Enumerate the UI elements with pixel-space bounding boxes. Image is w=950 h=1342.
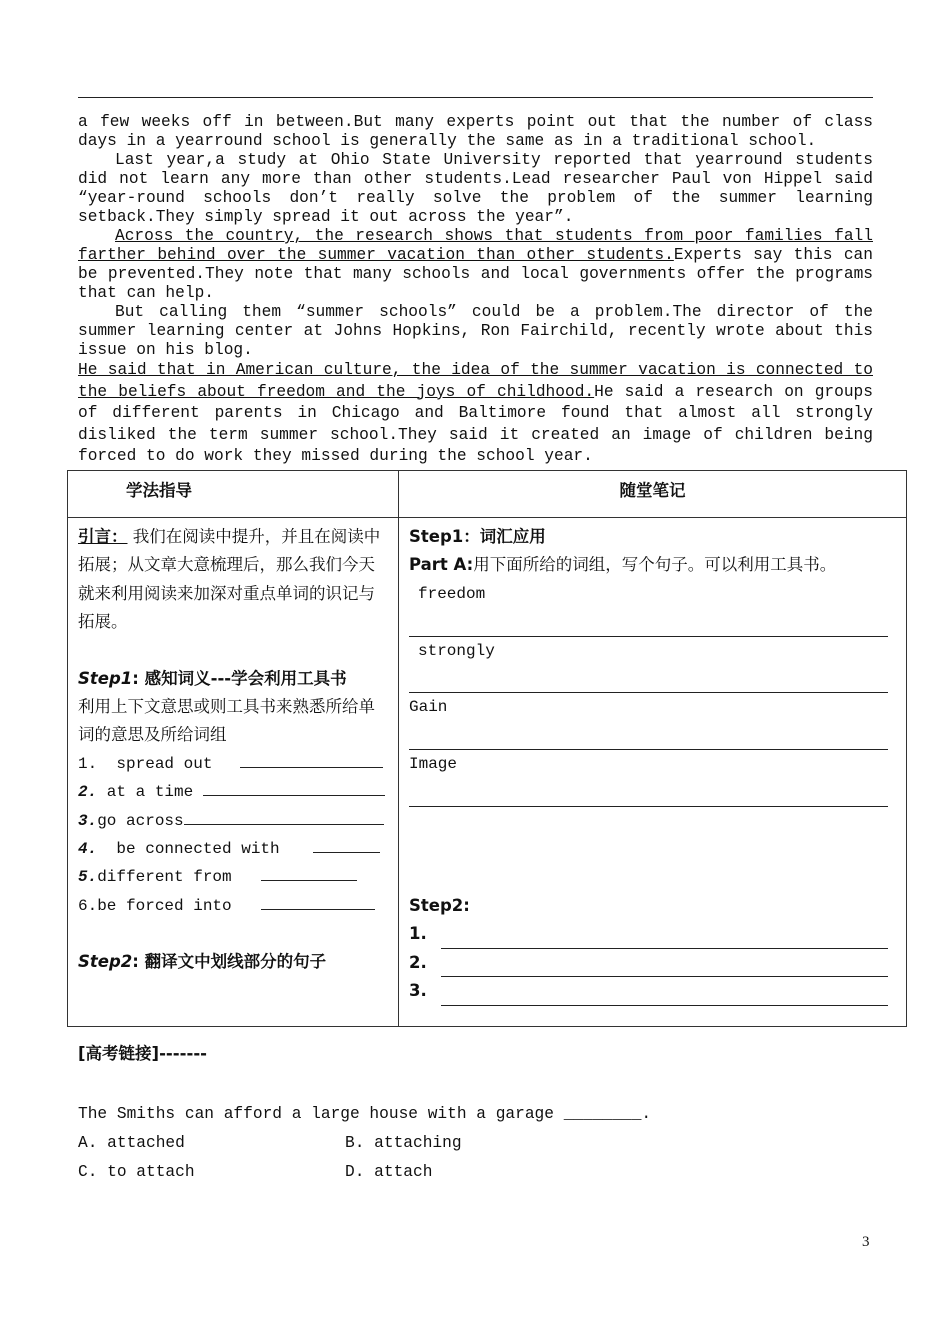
underlined-sentence-1: Across the country, the research shows that students from poor families fall farther behind over the summer vacation than other students. bbox=[78, 227, 873, 264]
answer-blank[interactable] bbox=[261, 864, 357, 881]
answer-blank[interactable] bbox=[261, 893, 375, 910]
study-method-cell bbox=[68, 518, 399, 1027]
study-guide-table bbox=[67, 470, 907, 1027]
paragraph-4: But calling them “summer schools” could be a problem.The director of the summer learning center at Johns Hopkins, Ron Fairchild, recently wrote about this issue on his blog. bbox=[78, 303, 873, 359]
vocab-list bbox=[78, 750, 388, 920]
answer-blank[interactable] bbox=[313, 836, 380, 853]
step2-label: Step2 bbox=[78, 952, 133, 972]
step1-description: 利用上下文意思或则工具书来熟悉所给单词的意思及所给词组 bbox=[78, 697, 375, 745]
list-item: 1. spread out bbox=[78, 750, 388, 778]
step2-heading bbox=[78, 948, 388, 976]
step1-label: Step1 bbox=[78, 668, 133, 688]
writing-line-freedom[interactable]: freedom bbox=[409, 580, 888, 637]
answer-blank[interactable] bbox=[240, 751, 383, 768]
part-a-label: Part A: bbox=[409, 555, 474, 575]
part-a bbox=[409, 551, 888, 579]
part-a-instruction: 用下面所给的词组，写个句子。可以利用工具书。 bbox=[473, 555, 837, 575]
writing-line-strongly[interactable]: strongly bbox=[409, 637, 888, 694]
reading-passage bbox=[78, 113, 873, 468]
list-item: 6.be forced into bbox=[78, 892, 388, 920]
intro bbox=[78, 523, 388, 637]
option-c[interactable]: C. to attach bbox=[78, 1162, 195, 1181]
list-item: 2. at a time bbox=[78, 778, 388, 806]
intro-text: 我们在阅读中提升，并且在阅读中拓展；从文章大意梳理后，那么我们今天就来利用阅读来加深对重点单词的识记与拓展。 bbox=[78, 527, 381, 632]
translation-line[interactable]: 1. bbox=[409, 920, 888, 948]
paragraph-3-rest: Experts say this can be prevented.They note that many schools and local governments offer the programs that can help. bbox=[78, 246, 873, 302]
notes-step1-title: Step1：词汇应用 bbox=[409, 527, 546, 546]
option-a[interactable]: A. attached bbox=[78, 1133, 185, 1152]
answer-blank[interactable] bbox=[203, 779, 385, 796]
paragraph-5 bbox=[78, 360, 873, 468]
header-study-method: 学法指导 bbox=[68, 471, 399, 518]
intro-label: 引言： bbox=[78, 527, 128, 546]
paragraph-3 bbox=[78, 227, 873, 303]
step1-heading bbox=[78, 665, 388, 693]
step1-title: : 感知词义---学会利用工具书 bbox=[132, 668, 347, 688]
writing-line-image[interactable]: Image bbox=[409, 750, 888, 807]
option-d[interactable]: D. attach bbox=[345, 1162, 433, 1181]
page-number: 3 bbox=[862, 1234, 870, 1250]
underlined-sentence-2: He said that in American culture, the idea of the summer vacation is connected to the beliefs about freedom and the joys of childhood. bbox=[78, 361, 873, 401]
exam-question bbox=[78, 1100, 651, 1186]
question-stem: The Smiths can afford a large house with a garage ________. bbox=[78, 1105, 652, 1123]
writing-line-gain[interactable]: Gain bbox=[409, 693, 888, 750]
notes-step2-title: Step2: bbox=[409, 896, 470, 915]
list-item: 5.different from bbox=[78, 863, 388, 891]
header-rule bbox=[78, 97, 873, 98]
list-item: 4. be connected with bbox=[78, 835, 388, 863]
paragraph-5-rest: He said a research on groups of different parents in Chicago and Baltimore found that almost all strongly disliked the term summer school.They said it created an image of children being forced to do work they missed during the school year. bbox=[78, 382, 873, 466]
answer-options bbox=[78, 1129, 651, 1187]
paragraph-2: Last year,a study at Ohio State University reported that yearround students did not learn any more than other students.Lead researcher Paul von Hippel said “year-round schools don’t really solve the problem of the summer learning setback.They simply spread it out across the year”. bbox=[78, 151, 873, 226]
translation-line[interactable]: 2. bbox=[409, 949, 888, 977]
list-item: 3.go across bbox=[78, 807, 388, 835]
answer-blank[interactable] bbox=[184, 808, 384, 825]
step2-title: : 翻译文中划线部分的句子 bbox=[132, 952, 327, 972]
table-header-row bbox=[68, 471, 907, 518]
paragraph-1: a few weeks off in between.But many experts point out that the number of class days in a yearround school is generally the same as in a traditional school. bbox=[78, 113, 873, 150]
header-class-notes: 随堂笔记 bbox=[399, 471, 907, 518]
option-b[interactable]: B. attaching bbox=[345, 1133, 462, 1152]
class-notes-cell bbox=[399, 518, 907, 1027]
gaokao-link-heading: [高考链接]------- bbox=[78, 1044, 208, 1063]
translation-line[interactable]: 3. bbox=[409, 977, 888, 1005]
